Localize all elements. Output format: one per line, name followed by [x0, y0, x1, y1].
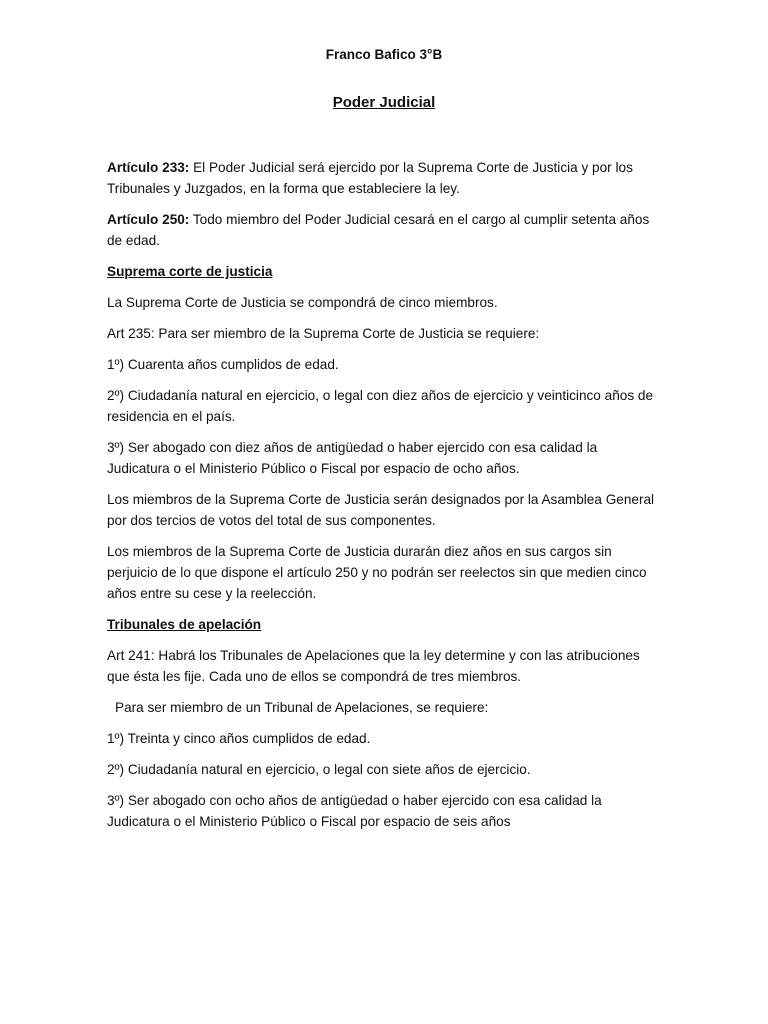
article-233: [107, 157, 663, 199]
article-250-text: Todo miembro del Poder Judicial cesará en el cargo al cumplir setenta años de edad.: [107, 212, 650, 248]
section-heading-suprema: Suprema corte de justicia: [107, 264, 273, 279]
article-233-text: El Poder Judicial será ejercido por la Suprema Corte de Justicia y por los Tribunales y Juzgados, en la forma que estableciere la ley.: [107, 160, 633, 196]
article-250-label: Artículo 250:: [107, 212, 190, 227]
suprema-paragraph-1: La Suprema Corte de Justicia se compondrá de cinco miembros.: [107, 295, 498, 310]
suprema-paragraph-2: Art 235: Para ser miembro de la Suprema Corte de Justicia se requiere:: [107, 326, 540, 341]
article-250: [107, 209, 663, 251]
suprema-requirement-1: 1º) Cuarenta años cumplidos de edad.: [107, 357, 339, 372]
suprema-paragraph-3: Los miembros de la Suprema Corte de Justicia serán designados por la Asamblea General por dos tercios de votos del total de sus componentes.: [107, 492, 655, 528]
tribunales-paragraph-1: Art 241: Habrá los Tribunales de Apelaciones que la ley determine y con las atribuciones que ésta les fije. Cada uno de ellos se compondrá de tres miembros.: [107, 648, 640, 684]
tribunales-requirement-2: 2º) Ciudadanía natural en ejercicio, o legal con siete años de ejercicio.: [107, 762, 531, 777]
tribunales-requirement-1: 1º) Treinta y cinco años cumplidos de edad.: [107, 731, 371, 746]
tribunales-requirement-3: 3º) Ser abogado con ocho años de antigüedad o haber ejercido con esa calidad la Judicatura o el Ministerio Público o Fiscal por espacio de seis años: [107, 793, 602, 829]
tribunales-paragraph-2: Para ser miembro de un Tribunal de Apelaciones, se requiere:: [115, 700, 489, 715]
article-233-label: Artículo 233:: [107, 160, 190, 175]
section-heading-tribunales: Tribunales de apelación: [107, 617, 262, 632]
document-body: [107, 157, 663, 842]
suprema-requirement-3: 3º) Ser abogado con diez años de antigüedad o haber ejercido con esa calidad la Judicatura o el Ministerio Público o Fiscal por espacio de ocho años.: [107, 440, 598, 476]
suprema-paragraph-4: Los miembros de la Suprema Corte de Justicia durarán diez años en sus cargos sin perjuicio de lo que dispone el artículo 250 y no podrán ser reelectos sin que medien cinco años entre su cese y la reelección.: [107, 544, 647, 601]
author-line: Franco Bafico 3°B: [325, 47, 443, 62]
document-title: Poder Judicial: [332, 94, 436, 111]
suprema-requirement-2: 2º) Ciudadanía natural en ejercicio, o legal con diez años de ejercicio y veinticinco años de residencia en el país.: [107, 388, 654, 424]
